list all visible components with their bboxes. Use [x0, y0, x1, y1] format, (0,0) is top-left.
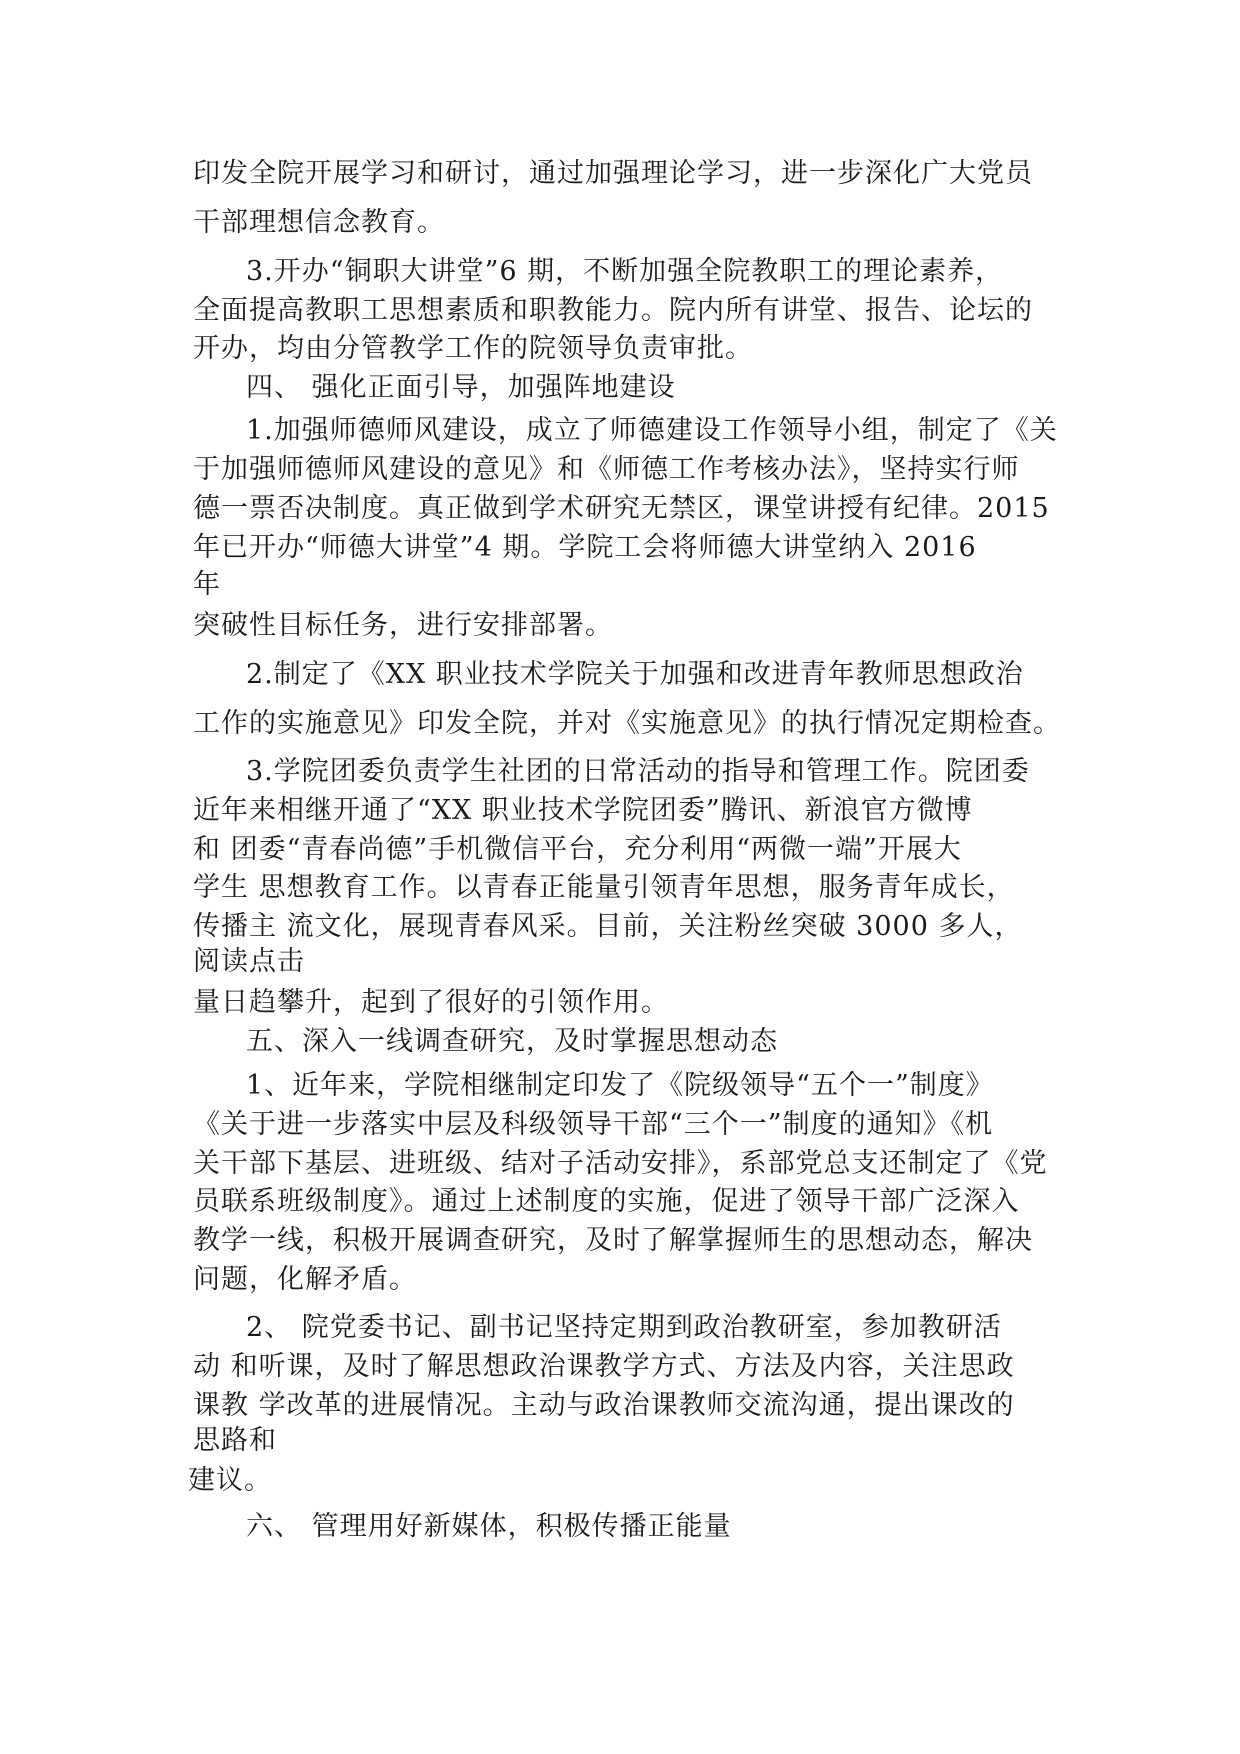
body-text-line: 阅读点击: [193, 946, 305, 977]
body-text-line: 突破性目标任务，进行安排部署。: [193, 610, 613, 641]
body-text-line: 建议。: [188, 1465, 272, 1496]
body-text-line: 全面提高教职工思想素质和职教能力。院内所有讲堂、报告、论坛的: [193, 295, 1033, 326]
body-text-line: 工作的实施意见》印发全院，并对《实施意见》的执行情况定期检查。: [193, 708, 1061, 739]
section-heading: 五、深入一线调查研究，及时掌握思想动态: [246, 1026, 778, 1057]
body-text-line: 干部理想信念教育。: [193, 207, 445, 238]
section-heading: 四、 强化正面引导，加强阵地建设: [246, 372, 676, 403]
list-item-line: 2、 院党委书记、副书记坚持定期到政治教研室，参加教研活: [246, 1312, 1002, 1343]
body-text-line: 课教 学改革的进展情况。主动与政治课教师交流沟通，提出课改的: [193, 1390, 1015, 1421]
section-heading: 六、 管理用好新媒体，积极传播正能量: [246, 1511, 732, 1542]
body-text-line: 印发全院开展学习和研讨，通过加强理论学习，进一步深化广大党员: [193, 158, 1033, 189]
list-item-line: 2.制定了《XX 职业技术学院关于加强和改进青年教师思想政治: [246, 659, 1024, 690]
body-text-line: 教学一线，积极开展调查研究，及时了解掌握师生的思想动态，解决: [193, 1225, 1033, 1256]
body-text-line: 传播主 流文化，展现青春风采。目前，关注粉丝突破 3000 多人，: [193, 911, 1023, 942]
body-text-line: 关干部下基层、进班级、结对子活动安排》，系部党总支还制定了《党: [193, 1148, 1048, 1179]
body-text-line: 开办，均由分管教学工作的院领导负责审批。: [193, 333, 753, 364]
list-item-line: 1.加强师德师风建设，成立了师德建设工作领导小组，制定了《关: [246, 415, 1058, 446]
body-text-line: 年: [193, 569, 221, 600]
body-text-line: 德一票否决制度。真正做到学术研究无禁区，课堂讲授有纪律。2015: [193, 493, 1050, 524]
list-item-line: 3.开办“铜职大讲堂”6 期，不断加强全院教职工的理论素养，: [246, 256, 1004, 287]
list-item-line: 3.学院团委负责学生社团的日常活动的指导和管理工作。院团委: [246, 756, 1030, 787]
body-text-line: 动 和听课，及时了解思想政治课教学方式、方法及内容，关注思政: [193, 1351, 1015, 1382]
body-text-line: 年已开办“师德大讲堂”4 期。学院工会将师德大讲堂纳入 2016: [193, 532, 977, 563]
body-text-line: 《关于进一步落实中层及科级领导干部“三个一”制度的通知》《机: [193, 1109, 994, 1140]
body-text-line: 和 团委“青春尚德”手机微信平台，充分利用“两微一端”开展大: [193, 834, 962, 865]
list-item-line: 1、近年来，学院相继制定印发了《院级领导“五个一”制度》: [246, 1070, 994, 1101]
body-text-line: 近年来相继开通了“XX 职业技术学院团委”腾讯、新浪官方微博: [193, 795, 973, 826]
body-text-line: 量日趋攀升，起到了很好的引领作用。: [193, 987, 669, 1018]
body-text-line: 问题，化解矛盾。: [193, 1264, 417, 1295]
body-text-line: 学生 思想教育工作。以青春正能量引领青年思想，服务青年成长，: [193, 872, 1015, 903]
body-text-line: 于加强师德师风建设的意见》和《师德工作考核办法》，坚持实行师: [193, 454, 1020, 485]
body-text-line: 思路和: [193, 1425, 277, 1456]
body-text-line: 员联系班级制度》。通过上述制度的实施，促进了领导干部广泛深入: [193, 1186, 1020, 1217]
